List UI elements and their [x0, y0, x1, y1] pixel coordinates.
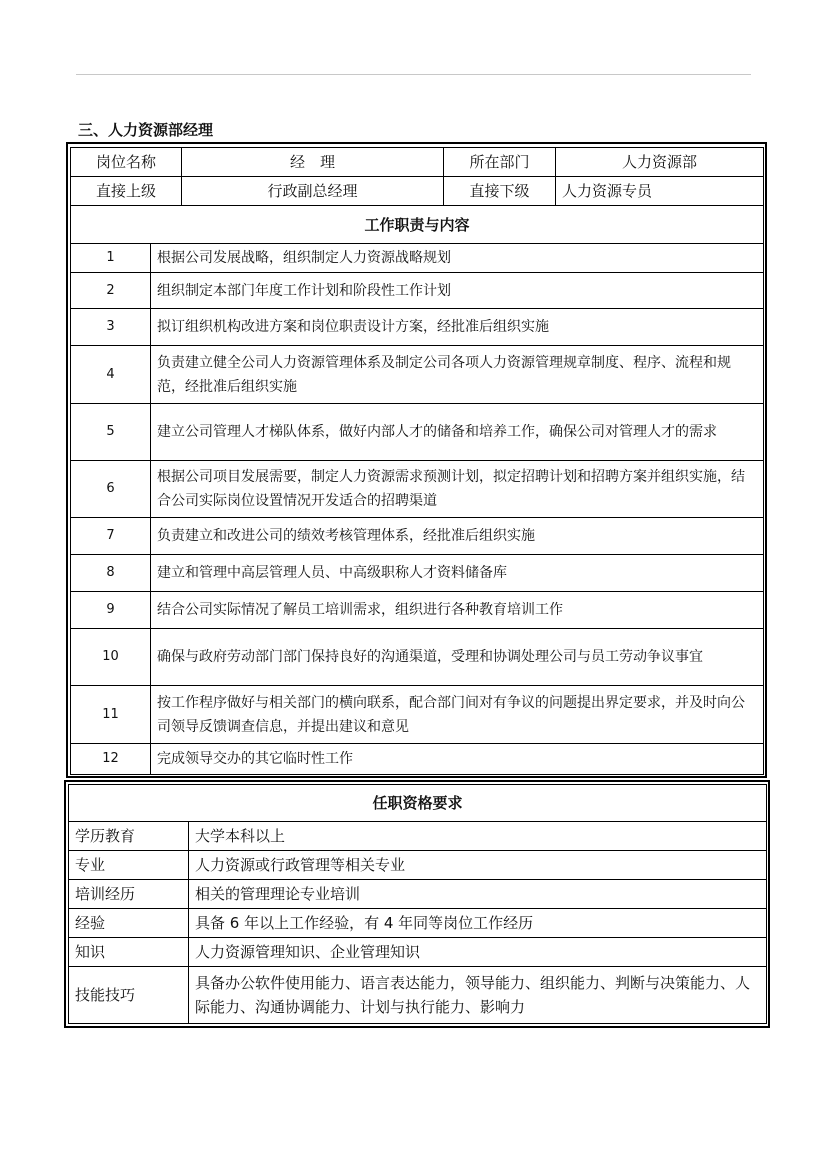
table-row [69, 851, 767, 880]
table-row [69, 822, 767, 851]
table-row [71, 346, 764, 404]
qualification-label: 学历教育 [69, 822, 189, 851]
duty-number: 4 [71, 346, 151, 404]
qualification-value: 人力资源或行政管理等相关专业 [189, 851, 767, 880]
table-row [69, 880, 767, 909]
table-row [69, 967, 767, 1024]
position-label: 岗位名称 [71, 148, 182, 177]
qualifications-title-row [69, 785, 767, 822]
superior-label: 直接上级 [71, 177, 182, 206]
table-row [69, 909, 767, 938]
duty-text: 组织制定本部门年度工作计划和阶段性工作计划 [151, 273, 764, 309]
table-row [71, 309, 764, 346]
duty-number: 3 [71, 309, 151, 346]
info-row-1 [71, 148, 764, 177]
duty-number: 5 [71, 404, 151, 461]
position-value: 经 理 [182, 148, 444, 177]
qualification-label: 专业 [69, 851, 189, 880]
qualification-value: 相关的管理理论专业培训 [189, 880, 767, 909]
table-row [71, 244, 764, 273]
qualification-value: 具备办公软件使用能力、语言表达能力，领导能力、组织能力、判断与决策能力、人际能力、沟通协调能力、计划与执行能力、影响力 [189, 967, 767, 1024]
duty-text: 完成领导交办的其它临时性工作 [151, 744, 764, 775]
qualification-label: 知识 [69, 938, 189, 967]
duties-title-row [71, 206, 764, 244]
qualification-value: 人力资源管理知识、企业管理知识 [189, 938, 767, 967]
duty-number: 1 [71, 244, 151, 273]
duty-number: 6 [71, 461, 151, 518]
duty-text: 负责建立和改进公司的绩效考核管理体系，经批准后组织实施 [151, 518, 764, 555]
table-row [71, 744, 764, 775]
table-row [71, 555, 764, 592]
duty-text: 建立和管理中高层管理人员、中高级职称人才资料储备库 [151, 555, 764, 592]
table-row [71, 273, 764, 309]
duty-text: 负责建立健全公司人力资源管理体系及制定公司各项人力资源管理规章制度、程序、流程和规范，经批准后组织实施 [151, 346, 764, 404]
department-label: 所在部门 [444, 148, 556, 177]
table-row [69, 938, 767, 967]
duty-number: 12 [71, 744, 151, 775]
job-info-table [70, 147, 764, 775]
section-heading: 三、人力资源部经理 [78, 121, 214, 139]
table-row [71, 404, 764, 461]
duty-text: 建立公司管理人才梯队体系，做好内部人才的储备和培养工作，确保公司对管理人才的需求 [151, 404, 764, 461]
duty-text: 确保与政府劳动部门部门保持良好的沟通渠道，受理和协调处理公司与员工劳动争议事宜 [151, 629, 764, 686]
superior-value: 行政副总经理 [182, 177, 444, 206]
duty-number: 8 [71, 555, 151, 592]
qualification-label: 技能技巧 [69, 967, 189, 1024]
qualification-value: 大学本科以上 [189, 822, 767, 851]
duties-title: 工作职责与内容 [71, 206, 764, 244]
duty-text: 按工作程序做好与相关部门的横向联系，配合部门间对有争议的问题提出界定要求，并及时向公司领导反馈调查信息，并提出建议和意见 [151, 686, 764, 744]
qualification-label: 培训经历 [69, 880, 189, 909]
duty-text: 结合公司实际情况了解员工培训需求，组织进行各种教育培训工作 [151, 592, 764, 629]
duty-text: 根据公司发展战略，组织制定人力资源战略规划 [151, 244, 764, 273]
subordinate-label: 直接下级 [444, 177, 556, 206]
table-row [71, 629, 764, 686]
duty-text: 根据公司项目发展需要，制定人力资源需求预测计划，拟定招聘计划和招聘方案并组织实施，结合公司实际岗位设置情况开发适合的招聘渠道 [151, 461, 764, 518]
duty-number: 11 [71, 686, 151, 744]
table-row [71, 686, 764, 744]
duty-number: 9 [71, 592, 151, 629]
duty-number: 7 [71, 518, 151, 555]
table-row [71, 518, 764, 555]
qualification-label: 经验 [69, 909, 189, 938]
header-rule [76, 74, 751, 75]
duty-number: 2 [71, 273, 151, 309]
table-row [71, 461, 764, 518]
duty-text: 拟订组织机构改进方案和岗位职责设计方案，经批准后组织实施 [151, 309, 764, 346]
table-row [71, 592, 764, 629]
qualifications-table [68, 784, 767, 1024]
duty-number: 10 [71, 629, 151, 686]
qualification-value: 具备 6 年以上工作经验，有 4 年同等岗位工作经历 [189, 909, 767, 938]
info-row-2 [71, 177, 764, 206]
qualifications-title: 任职资格要求 [69, 785, 767, 822]
department-value: 人力资源部 [556, 148, 764, 177]
subordinate-value: 人力资源专员 [556, 177, 764, 206]
